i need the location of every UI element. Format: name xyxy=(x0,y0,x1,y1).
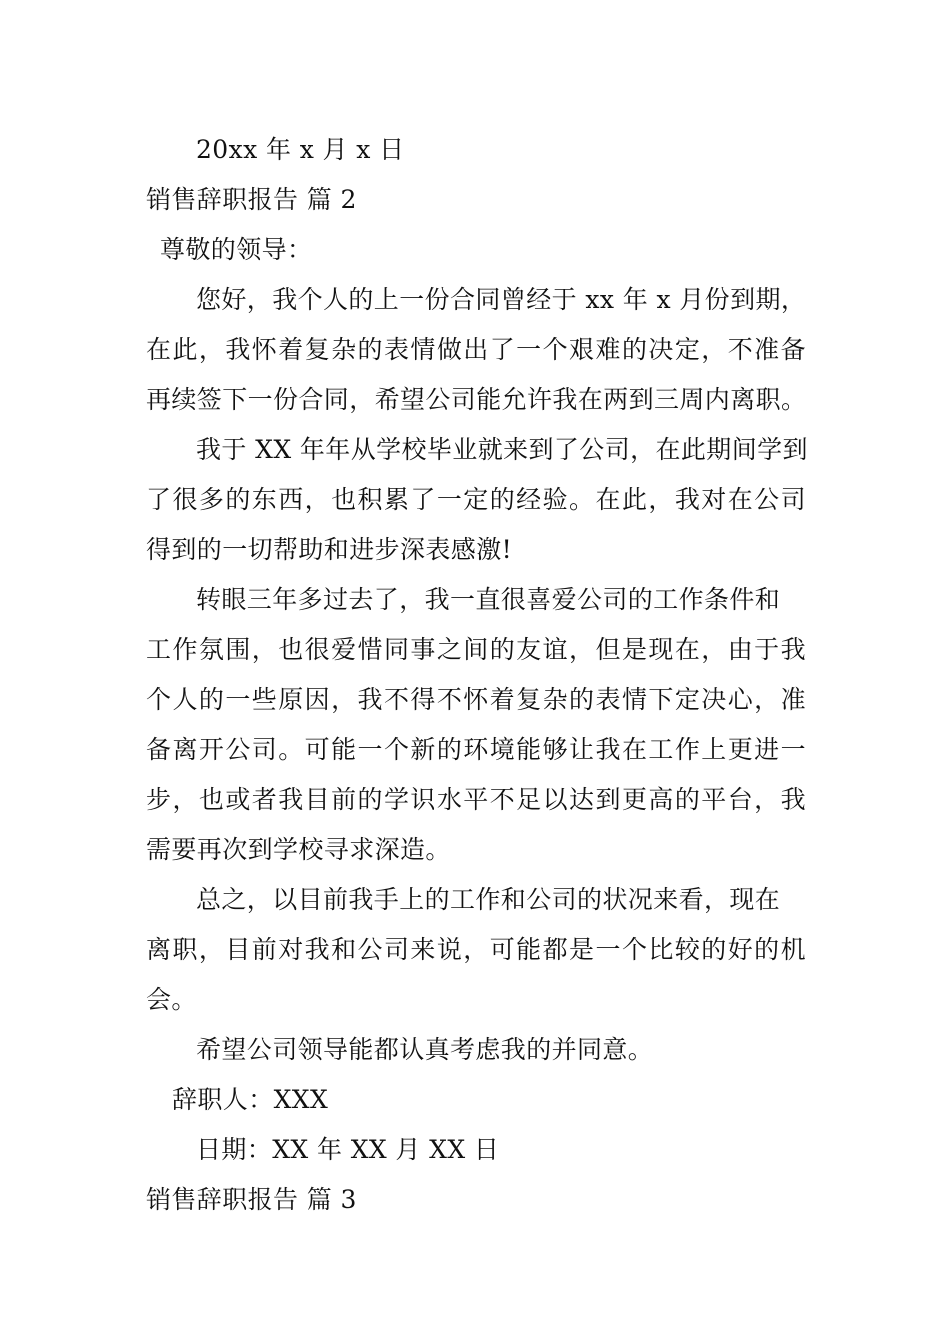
greeting: 尊敬的领导： xyxy=(160,235,313,264)
section-heading-3: 销售辞职报告 篇 3 xyxy=(146,1185,357,1214)
paragraph-1-line-1: 您好，我个人的上一份合同曾经于 xx 年 x 月份到期， xyxy=(196,285,807,314)
paragraph-3-line-4: 备离开公司。可能一个新的环境能够让我在工作上更进一 xyxy=(146,735,806,764)
top-date: 20xx 年 x 月 x 日 xyxy=(196,135,405,164)
signer: 辞职人：XXX xyxy=(172,1085,329,1114)
paragraph-2-line-3: 得到的一切帮助和进步深表感激! xyxy=(146,535,513,564)
paragraph-3-line-5: 步，也或者我目前的学识水平不足以达到更高的平台，我 xyxy=(146,785,806,814)
paragraph-4-line-1: 总之，以目前我手上的工作和公司的状况来看，现在 xyxy=(196,885,781,914)
paragraph-3-line-3: 个人的一些原因，我不得不怀着复杂的表情下定决心，准 xyxy=(146,685,806,714)
paragraph-3-line-6: 需要再次到学校寻求深造。 xyxy=(146,835,451,864)
section-heading-2: 销售辞职报告 篇 2 xyxy=(146,185,357,214)
paragraph-1-line-2: 在此，我怀着复杂的表情做出了一个艰难的决定，不准备 xyxy=(146,335,806,364)
paragraph-3-line-1: 转眼三年多过去了，我一直很喜爱公司的工作条件和 xyxy=(196,585,781,614)
paragraph-2-line-1: 我于 XX 年年从学校毕业就来到了公司，在此期间学到 xyxy=(196,435,808,464)
paragraph-4-line-2: 离职，目前对我和公司来说，可能都是一个比较的好的机 xyxy=(146,935,806,964)
paragraph-2-line-2: 了很多的东西，也积累了一定的经验。在此，我对在公司 xyxy=(146,485,806,514)
sign-date: 日期：XX 年 XX 月 XX 日 xyxy=(196,1135,500,1164)
paragraph-3-line-2: 工作氛围，也很爱惜同事之间的友谊，但是现在，由于我 xyxy=(146,635,806,664)
paragraph-5-line-1: 希望公司领导能都认真考虑我的并同意。 xyxy=(196,1035,654,1064)
paragraph-1-line-3: 再续签下一份合同，希望公司能允许我在两到三周内离职。 xyxy=(146,385,807,414)
paragraph-4-line-3: 会。 xyxy=(146,985,197,1014)
